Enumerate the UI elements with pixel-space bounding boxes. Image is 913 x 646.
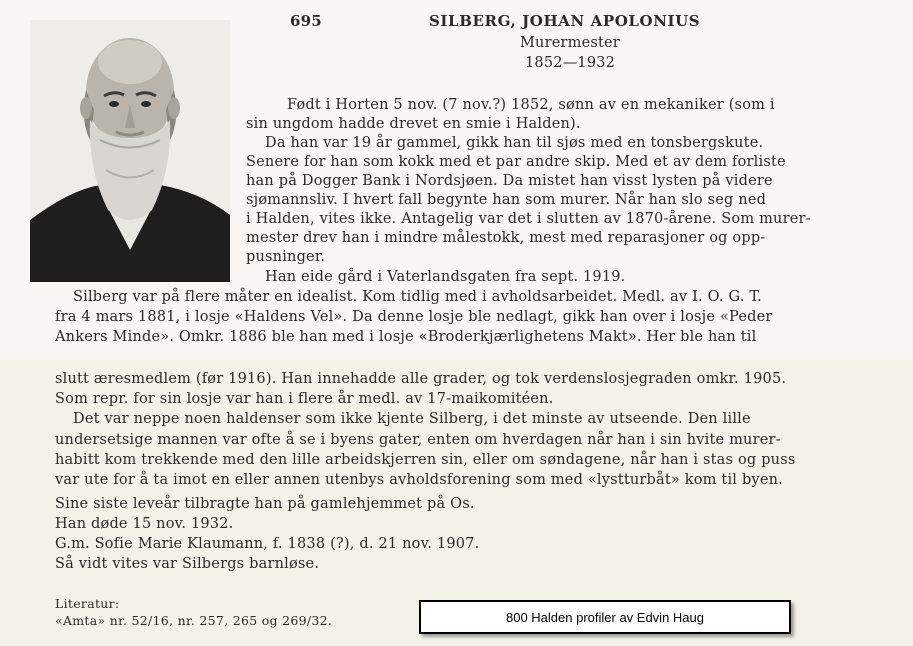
text-line: i Halden, vites ikke. Antagelig var det i slutten av 1870-årene. Som murer- [246, 211, 811, 227]
text-line: G.m. Sofie Marie Klaumann, f. 1838 (?), d. 21 nov. 1907. [55, 536, 480, 552]
text-line: Født i Horten 5 nov. (7 nov.?) 1852, sønn av en mekaniker (som i [287, 97, 775, 113]
entry-years: 1852—1932 [525, 55, 616, 71]
caption-text: 800 Halden profiler av Edvin Haug [505, 609, 704, 625]
text-line: pusninger. [246, 249, 326, 265]
text-line: Han eide gård i Vaterlandsgaten fra sept. 1919. [265, 269, 626, 285]
text-line: mester drev han i mindre målestokk, mest med reparasjoner og opp- [246, 230, 766, 246]
literature-heading: Literatur: [55, 596, 120, 611]
text-line: Da han var 19 år gammel, gikk han til sjøs med en tonsbergskute. [265, 135, 764, 151]
text-line: sjømannsliv. I hvert fall begynte han som murer. Når han slo seg ned [246, 192, 767, 208]
text-line: Silberg var på flere måter en idealist. Kom tidlig med i avholdsarbeidet. Medl. av I. O. G. T. [73, 289, 762, 305]
entry-occupation: Murermester [520, 35, 620, 51]
text-line: Som repr. for sin losje var han i flere år medl. av 17-maikomitéen. [55, 391, 554, 407]
bearded-man-portrait-icon [30, 20, 230, 282]
text-line: habitt kom trekkende med den lille arbeidskjerren sin, eller om søndagene, når han i stas og puss [55, 452, 796, 468]
text-line: var ute for å ta imot en eller annen utenbys avholdsforening som med «lystturbåt» kom til byen. [55, 472, 783, 488]
text-line: Så vidt vites var Silbergs barnløse. [55, 556, 320, 572]
page-number: 695 [290, 12, 322, 30]
text-line: slutt æresmedlem (før 1916). Han innehadde alle grader, og tok verdenslosjegraden omkr. 1905. [55, 371, 787, 387]
text-line: Senere for han som kokk med et par andre skip. Med et av dem forliste [246, 154, 786, 170]
text-line: Sine siste leveår tilbragte han på gamlehjemmet på Os. [55, 496, 475, 512]
text-line: undersetsige mannen var ofte å se i byens gater, enten om hverdagen når han i sin hvite murer- [55, 432, 781, 448]
portrait-photo [30, 20, 230, 282]
entry-name: SILBERG, JOHAN APOLONIUS [429, 12, 701, 30]
text-line: han på Dogger Bank i Nordsjøen. Da mistet han visst lysten på videre [246, 173, 773, 189]
text-line: Ankers Minde». Omkr. 1886 ble han med i losje «Broderkjærlighetens Makt». Her ble han til [55, 329, 757, 345]
text-line: fra 4 mars 1881, i losje «Haldens Vel». Da denne losje ble nedlagt, gikk han over i losje «Peder [55, 309, 773, 325]
text-line: sin ungdom hadde drevet en smie i Halden). [246, 116, 581, 132]
literature-reference: «Amta» nr. 52/16, nr. 257, 265 og 269/32. [55, 613, 333, 628]
text-line: Det var neppe noen haldenser som ikke kjente Silberg, i det minste av utseende. Den lille [73, 411, 751, 427]
text-line: Han døde 15 nov. 1932. [55, 516, 234, 532]
caption-box [419, 600, 791, 634]
